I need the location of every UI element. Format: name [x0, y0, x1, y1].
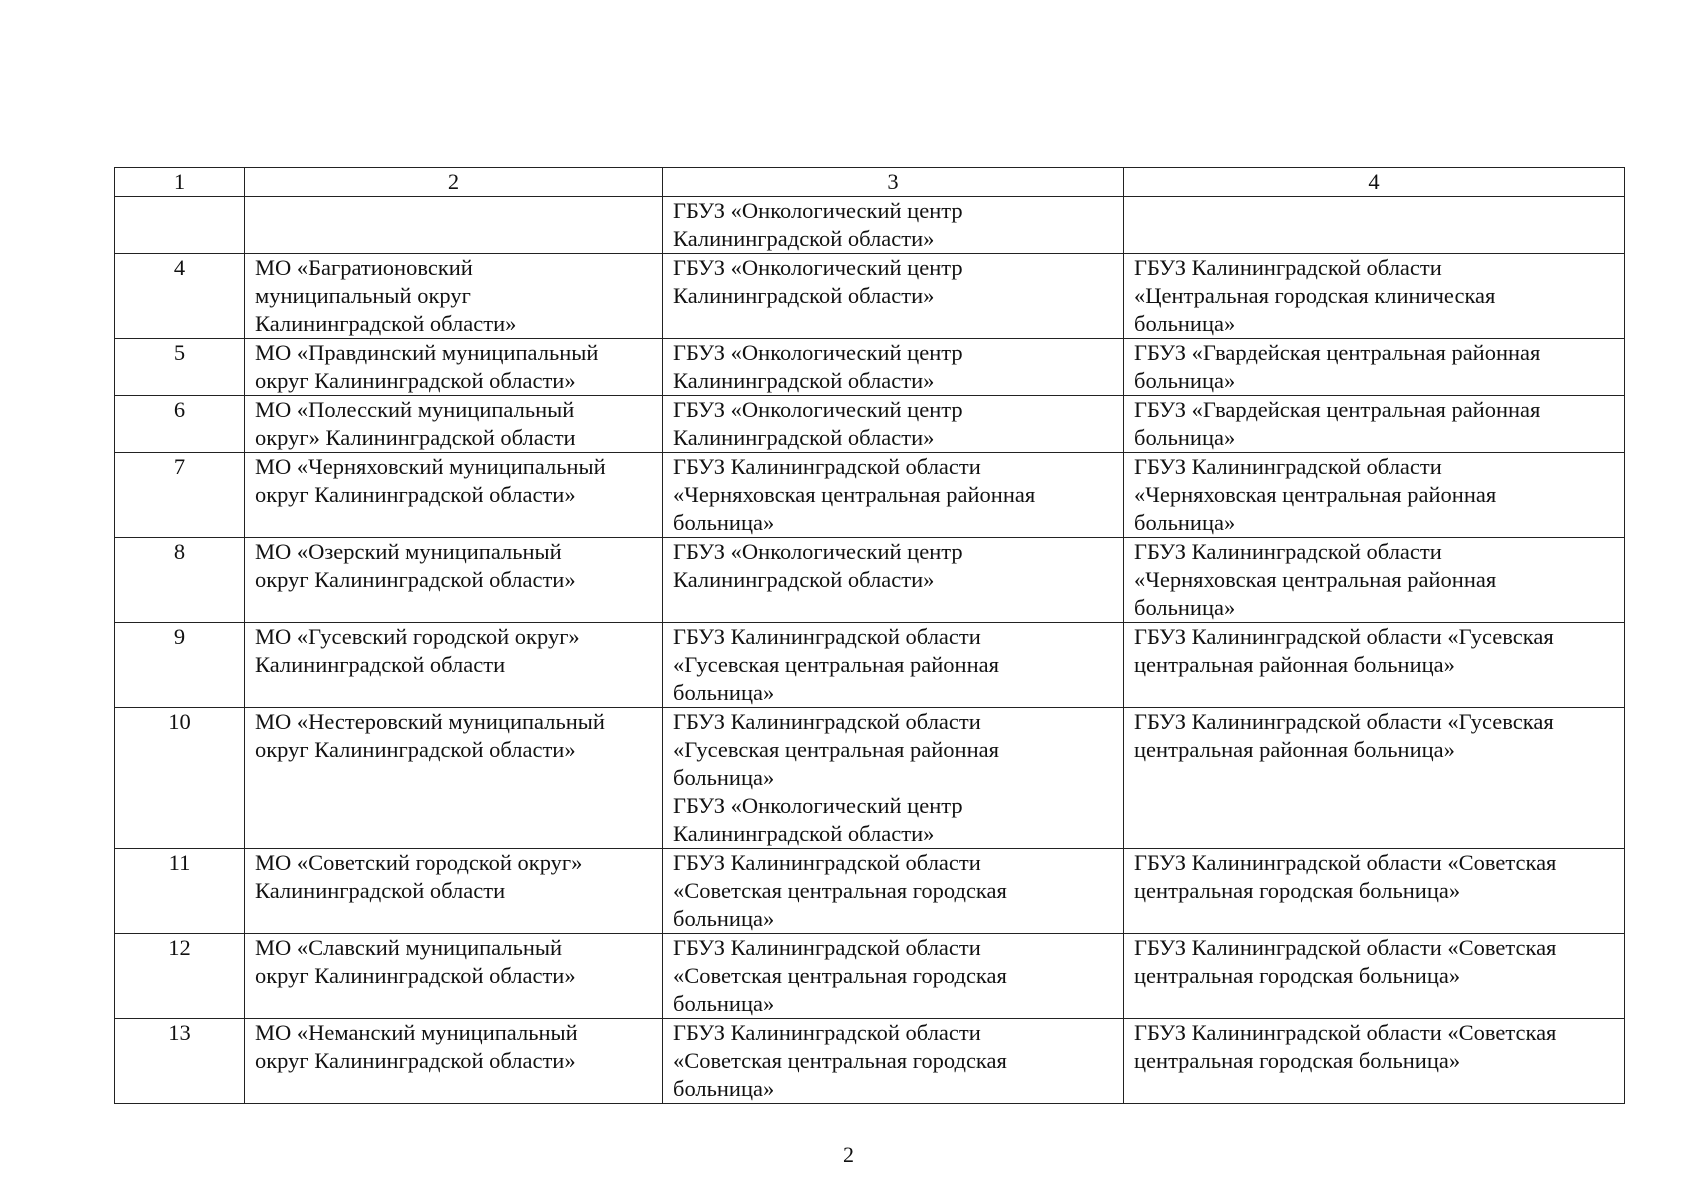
row-number-cell: 4 [115, 254, 245, 339]
column-number-3: 3 [663, 168, 1124, 197]
institution-cell: ГБУЗ Калининградской области «Советская центральная городская больница» [663, 934, 1124, 1019]
table-row [115, 1019, 1625, 1104]
institution-cell: ГБУЗ Калининградской области «Гусевская центральная районная больница» [663, 623, 1124, 708]
institution-cell: ГБУЗ Калининградской области «Советская центральная городская больница» [663, 849, 1124, 934]
municipality-cell [245, 197, 663, 254]
row-number-cell: 7 [115, 453, 245, 538]
row-number-cell: 9 [115, 623, 245, 708]
row-number-cell [115, 197, 245, 254]
hospital-cell: ГБУЗ Калининградской области «Черняховская центральная районная больница» [1124, 453, 1625, 538]
municipality-cell: МО «Полесский муниципальный округ» Калининградской области [245, 396, 663, 453]
table-row [115, 396, 1625, 453]
header-row [115, 168, 1625, 197]
row-number-cell: 13 [115, 1019, 245, 1104]
row-number-cell: 12 [115, 934, 245, 1019]
document-table [114, 167, 1625, 1104]
column-number-1: 1 [115, 168, 245, 197]
hospital-cell: ГБУЗ Калининградской области «Гусевская центральная районная больница» [1124, 623, 1625, 708]
institution-cell: ГБУЗ Калининградской области «Советская центральная городская больница» [663, 1019, 1124, 1104]
table-row [115, 849, 1625, 934]
hospital-cell [1124, 197, 1625, 254]
municipality-cell: МО «Правдинский муниципальный округ Калининградской области» [245, 339, 663, 396]
table-row [115, 538, 1625, 623]
institution-cell: ГБУЗ «Онкологический центр Калининградской области» [663, 197, 1124, 254]
table-row [115, 453, 1625, 538]
institution-cell: ГБУЗ Калининградской области «Черняховская центральная районная больница» [663, 453, 1124, 538]
municipality-cell: МО «Гусевский городской округ» Калининградской области [245, 623, 663, 708]
table-body [115, 168, 1625, 1104]
institution-cell: ГБУЗ «Онкологический центр Калининградской области» [663, 396, 1124, 453]
page-number: 2 [843, 1142, 854, 1167]
column-number-2: 2 [245, 168, 663, 197]
table-row [115, 254, 1625, 339]
table-row [115, 197, 1625, 254]
hospital-cell: ГБУЗ Калининградской области «Советская центральная городская больница» [1124, 1019, 1625, 1104]
hospital-cell: ГБУЗ «Гвардейская центральная районная больница» [1124, 339, 1625, 396]
municipality-cell: МО «Славский муниципальный округ Калининградской области» [245, 934, 663, 1019]
table-row [115, 708, 1625, 849]
municipality-cell: МО «Советский городской округ» Калининградской области [245, 849, 663, 934]
hospital-cell: ГБУЗ Калининградской области «Гусевская центральная районная больница» [1124, 708, 1625, 849]
row-number-cell: 11 [115, 849, 245, 934]
row-number-cell: 10 [115, 708, 245, 849]
row-number-cell: 5 [115, 339, 245, 396]
institution-cell: ГБУЗ Калининградской области «Гусевская центральная районная больница» ГБУЗ «Онкологический центр Калининградской области» [663, 708, 1124, 849]
column-number-4: 4 [1124, 168, 1625, 197]
municipality-cell: МО «Нестеровский муниципальный округ Калининградской области» [245, 708, 663, 849]
table-row [115, 339, 1625, 396]
municipality-cell: МО «Черняховский муниципальный округ Калининградской области» [245, 453, 663, 538]
municipality-cell: МО «Озерский муниципальный округ Калининградской области» [245, 538, 663, 623]
municipality-cell: МО «Багратионовский муниципальный округ Калининградской области» [245, 254, 663, 339]
table-row [115, 934, 1625, 1019]
hospital-cell: ГБУЗ Калининградской области «Советская центральная городская больница» [1124, 934, 1625, 1019]
municipality-cell: МО «Неманский муниципальный округ Калининградской области» [245, 1019, 663, 1104]
hospital-cell: ГБУЗ Калининградской области «Черняховская центральная районная больница» [1124, 538, 1625, 623]
hospital-cell: ГБУЗ Калининградской области «Центральная городская клиническая больница» [1124, 254, 1625, 339]
institution-cell: ГБУЗ «Онкологический центр Калининградской области» [663, 254, 1124, 339]
row-number-cell: 8 [115, 538, 245, 623]
row-number-cell: 6 [115, 396, 245, 453]
hospital-cell: ГБУЗ «Гвардейская центральная районная больница» [1124, 396, 1625, 453]
table-row [115, 623, 1625, 708]
institution-cell: ГБУЗ «Онкологический центр Калининградской области» [663, 538, 1124, 623]
institution-cell: ГБУЗ «Онкологический центр Калининградской области» [663, 339, 1124, 396]
hospital-cell: ГБУЗ Калининградской области «Советская центральная городская больница» [1124, 849, 1625, 934]
